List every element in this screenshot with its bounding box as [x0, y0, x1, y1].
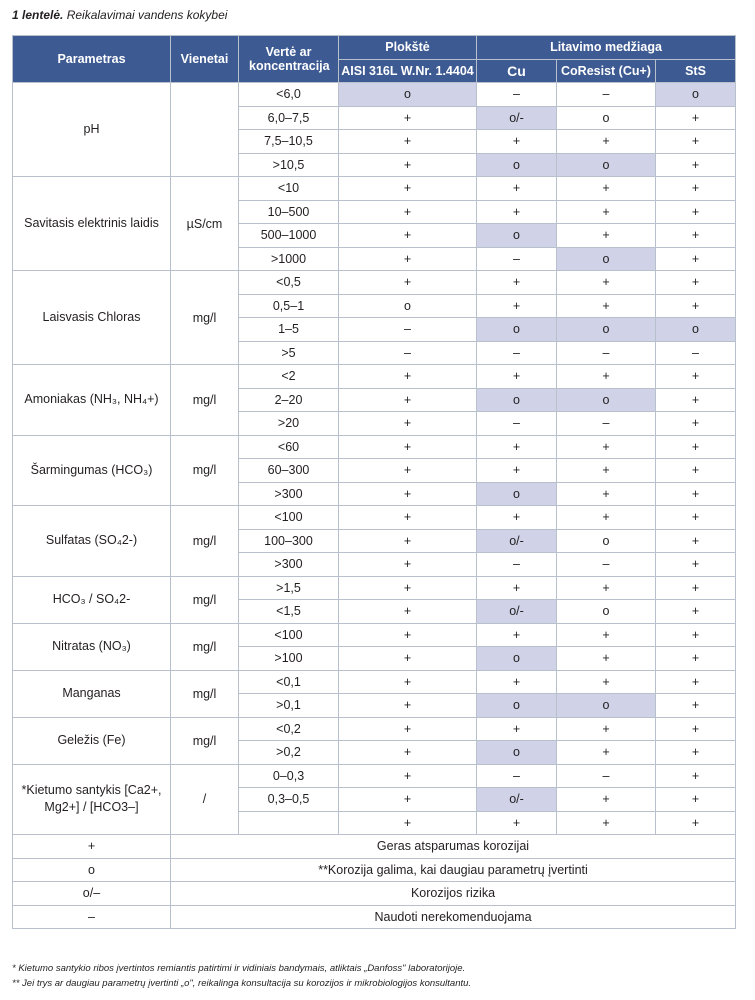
sts-rating: +	[656, 811, 736, 835]
value-range: <2	[239, 365, 339, 389]
aisi-rating: +	[339, 788, 477, 812]
aisi-rating: –	[339, 341, 477, 365]
coresist-rating: –	[557, 553, 656, 577]
aisi-rating: +	[339, 529, 477, 553]
header-plokste: Plokštė	[339, 36, 477, 60]
table-row	[13, 506, 736, 530]
cu-rating: o	[477, 224, 557, 248]
value-range: >1000	[239, 247, 339, 271]
cu-rating: o/-	[477, 600, 557, 624]
value-range: >0,2	[239, 741, 339, 765]
coresist-rating: +	[557, 576, 656, 600]
table-row	[13, 576, 736, 600]
cu-rating: +	[477, 623, 557, 647]
legend-text: Geras atsparumas korozijai	[171, 835, 736, 859]
aisi-rating: +	[339, 106, 477, 130]
sts-rating: +	[656, 764, 736, 788]
parameter-name: pH	[13, 83, 171, 177]
cu-rating: –	[477, 412, 557, 436]
value-range: >100	[239, 647, 339, 671]
parameter-name: Laisvasis Chloras	[13, 271, 171, 365]
table-row	[13, 670, 736, 694]
cu-rating: +	[477, 200, 557, 224]
sts-rating: +	[656, 717, 736, 741]
cu-rating: +	[477, 271, 557, 295]
cu-rating: o	[477, 647, 557, 671]
coresist-rating: o	[557, 600, 656, 624]
cu-rating: o	[477, 153, 557, 177]
sts-rating: +	[656, 506, 736, 530]
coresist-rating: +	[557, 459, 656, 483]
table-row	[13, 177, 736, 201]
cu-rating: +	[477, 670, 557, 694]
legend-symbol: –	[13, 905, 171, 929]
coresist-rating: +	[557, 177, 656, 201]
cu-rating: o	[477, 388, 557, 412]
aisi-rating: +	[339, 670, 477, 694]
value-range: <1,5	[239, 600, 339, 624]
coresist-rating: +	[557, 717, 656, 741]
coresist-rating: +	[557, 623, 656, 647]
table-row	[13, 365, 736, 389]
aisi-rating: +	[339, 224, 477, 248]
value-range: 10–500	[239, 200, 339, 224]
parameter-unit: mg/l	[171, 717, 239, 764]
cu-rating: o	[477, 741, 557, 765]
value-range: <0,1	[239, 670, 339, 694]
header-parametras: Parametras	[13, 36, 171, 83]
coresist-rating: +	[557, 200, 656, 224]
sts-rating: +	[656, 435, 736, 459]
coresist-rating: o	[557, 153, 656, 177]
sts-rating: +	[656, 271, 736, 295]
value-range: >300	[239, 482, 339, 506]
value-range	[239, 811, 339, 835]
cu-rating: +	[477, 365, 557, 389]
value-range: 7,5–10,5	[239, 130, 339, 154]
aisi-rating: o	[339, 83, 477, 107]
aisi-rating: o	[339, 294, 477, 318]
legend-symbol: o/–	[13, 882, 171, 906]
coresist-rating: –	[557, 83, 656, 107]
sts-rating: +	[656, 694, 736, 718]
cu-rating: +	[477, 717, 557, 741]
sts-rating: +	[656, 741, 736, 765]
legend-row	[13, 858, 736, 882]
aisi-rating: +	[339, 177, 477, 201]
legend-text: **Korozija galima, kai daugiau parametrų įvertinti	[171, 858, 736, 882]
sts-rating: +	[656, 224, 736, 248]
footnote-2: ** Jei trys ar daugiau parametrų įvertinti „o", reikalinga konsultacija su korozijos ir mikrobiologijos konsultantu.	[12, 978, 472, 989]
sts-rating: +	[656, 388, 736, 412]
cu-rating: –	[477, 341, 557, 365]
table-caption	[12, 8, 227, 22]
coresist-rating: +	[557, 482, 656, 506]
value-range: <10	[239, 177, 339, 201]
value-range: 500–1000	[239, 224, 339, 248]
cu-rating: +	[477, 435, 557, 459]
cu-rating: o	[477, 482, 557, 506]
coresist-rating: +	[557, 130, 656, 154]
aisi-rating: +	[339, 741, 477, 765]
cu-rating: o/-	[477, 529, 557, 553]
cu-rating: o	[477, 318, 557, 342]
sts-rating: +	[656, 153, 736, 177]
cu-rating: +	[477, 177, 557, 201]
sts-rating: o	[656, 318, 736, 342]
header-sts: StS	[656, 59, 736, 83]
coresist-rating: o	[557, 388, 656, 412]
legend-row	[13, 905, 736, 929]
parameter-name: HCO₃ / SO₄2-	[13, 576, 171, 623]
value-range: <0,5	[239, 271, 339, 295]
legend-row	[13, 835, 736, 859]
aisi-rating: +	[339, 717, 477, 741]
coresist-rating: o	[557, 694, 656, 718]
cu-rating: +	[477, 576, 557, 600]
aisi-rating: +	[339, 388, 477, 412]
parameter-unit	[171, 83, 239, 177]
sts-rating: +	[656, 365, 736, 389]
coresist-rating: +	[557, 670, 656, 694]
coresist-rating: o	[557, 106, 656, 130]
parameter-name: Sulfatas (SO₄2-)	[13, 506, 171, 577]
aisi-rating: +	[339, 271, 477, 295]
water-quality-table	[12, 35, 736, 929]
value-range: <100	[239, 506, 339, 530]
cu-rating: +	[477, 459, 557, 483]
aisi-rating: +	[339, 435, 477, 459]
sts-rating: +	[656, 482, 736, 506]
cu-rating: o/-	[477, 788, 557, 812]
aisi-rating: –	[339, 318, 477, 342]
value-range: >5	[239, 341, 339, 365]
coresist-rating: +	[557, 365, 656, 389]
sts-rating: +	[656, 130, 736, 154]
parameter-unit: mg/l	[171, 623, 239, 670]
parameter-name: Nitratas (NO₃)	[13, 623, 171, 670]
value-range: >1,5	[239, 576, 339, 600]
parameter-unit: mg/l	[171, 271, 239, 365]
sts-rating: +	[656, 412, 736, 436]
header-verte: Vertė ar koncentracija	[239, 36, 339, 83]
sts-rating: +	[656, 106, 736, 130]
aisi-rating: +	[339, 412, 477, 436]
sts-rating: +	[656, 670, 736, 694]
value-range: <100	[239, 623, 339, 647]
sts-rating: o	[656, 83, 736, 107]
value-range: >10,5	[239, 153, 339, 177]
value-range: >20	[239, 412, 339, 436]
aisi-rating: +	[339, 459, 477, 483]
coresist-rating: o	[557, 318, 656, 342]
coresist-rating: –	[557, 764, 656, 788]
aisi-rating: +	[339, 506, 477, 530]
sts-rating: +	[656, 600, 736, 624]
header-coresist: CoResist (Cu+)	[557, 59, 656, 83]
sts-rating: +	[656, 294, 736, 318]
value-range: 6,0–7,5	[239, 106, 339, 130]
value-range: 2–20	[239, 388, 339, 412]
coresist-rating: +	[557, 788, 656, 812]
aisi-rating: +	[339, 153, 477, 177]
table-row	[13, 764, 736, 788]
parameter-name: Geležis (Fe)	[13, 717, 171, 764]
value-range: 60–300	[239, 459, 339, 483]
legend-text: Naudoti nerekomenduojama	[171, 905, 736, 929]
aisi-rating: +	[339, 130, 477, 154]
parameter-unit: mg/l	[171, 435, 239, 506]
parameter-name: Savitasis elektrinis laidis	[13, 177, 171, 271]
sts-rating: +	[656, 647, 736, 671]
coresist-rating: +	[557, 506, 656, 530]
coresist-rating: +	[557, 741, 656, 765]
cu-rating: –	[477, 247, 557, 271]
value-range: 1–5	[239, 318, 339, 342]
value-range: 0,5–1	[239, 294, 339, 318]
coresist-rating: –	[557, 341, 656, 365]
cu-rating: –	[477, 83, 557, 107]
sts-rating: +	[656, 177, 736, 201]
parameter-name: Amoniakas (NH₃, NH₄+)	[13, 365, 171, 436]
coresist-rating: +	[557, 224, 656, 248]
coresist-rating: +	[557, 435, 656, 459]
caption-label: 1 lentelė.	[12, 8, 64, 22]
coresist-rating: +	[557, 647, 656, 671]
sts-rating: +	[656, 788, 736, 812]
header-vienetai: Vienetai	[171, 36, 239, 83]
parameter-name: Šarmingumas (HCO₃)	[13, 435, 171, 506]
parameter-name: Manganas	[13, 670, 171, 717]
aisi-rating: +	[339, 811, 477, 835]
value-range: <6,0	[239, 83, 339, 107]
aisi-rating: +	[339, 200, 477, 224]
value-range: <60	[239, 435, 339, 459]
aisi-rating: +	[339, 365, 477, 389]
aisi-rating: +	[339, 647, 477, 671]
header-litavimo: Litavimo medžiaga	[477, 36, 736, 60]
parameter-unit: mg/l	[171, 670, 239, 717]
sts-rating: +	[656, 200, 736, 224]
cu-rating: +	[477, 506, 557, 530]
parameter-unit: µS/cm	[171, 177, 239, 271]
coresist-rating: –	[557, 412, 656, 436]
legend-body	[13, 835, 736, 929]
sts-rating: +	[656, 529, 736, 553]
value-range: 100–300	[239, 529, 339, 553]
aisi-rating: +	[339, 764, 477, 788]
value-range: <0,2	[239, 717, 339, 741]
cu-rating: –	[477, 553, 557, 577]
coresist-rating: o	[557, 529, 656, 553]
sts-rating: +	[656, 553, 736, 577]
sts-rating: +	[656, 459, 736, 483]
cu-rating: o/-	[477, 106, 557, 130]
coresist-rating: +	[557, 294, 656, 318]
value-range: 0,3–0,5	[239, 788, 339, 812]
sts-rating: +	[656, 247, 736, 271]
aisi-rating: +	[339, 247, 477, 271]
parameter-unit: mg/l	[171, 365, 239, 436]
coresist-rating: o	[557, 247, 656, 271]
cu-rating: +	[477, 294, 557, 318]
value-range: >300	[239, 553, 339, 577]
table-row	[13, 717, 736, 741]
table-row	[13, 435, 736, 459]
aisi-rating: +	[339, 623, 477, 647]
parameter-name: *Kietumo santykis [Ca2+, Mg2+] / [HCO3–]	[13, 764, 171, 835]
aisi-rating: +	[339, 482, 477, 506]
cu-rating: +	[477, 811, 557, 835]
aisi-rating: +	[339, 694, 477, 718]
header-cu: Cu	[477, 59, 557, 83]
value-range: >0,1	[239, 694, 339, 718]
legend-symbol: +	[13, 835, 171, 859]
coresist-rating: +	[557, 271, 656, 295]
aisi-rating: +	[339, 553, 477, 577]
header-aisi: AISI 316L W.Nr. 1.4404	[339, 59, 477, 83]
table-row	[13, 83, 736, 107]
sts-rating: +	[656, 576, 736, 600]
legend-text: Korozijos rizika	[171, 882, 736, 906]
cu-rating: –	[477, 764, 557, 788]
table-body	[13, 83, 736, 835]
aisi-rating: +	[339, 600, 477, 624]
legend-symbol: o	[13, 858, 171, 882]
aisi-rating: +	[339, 576, 477, 600]
value-range: 0–0,3	[239, 764, 339, 788]
caption-text: Reikalavimai vandens kokybei	[63, 8, 228, 22]
table-row	[13, 271, 736, 295]
sts-rating: –	[656, 341, 736, 365]
parameter-unit: mg/l	[171, 576, 239, 623]
cu-rating: +	[477, 130, 557, 154]
sts-rating: +	[656, 623, 736, 647]
parameter-unit: /	[171, 764, 239, 835]
footnote-1: * Kietumo santykio ribos įvertintos remiantis patirtimi ir vidiniais bandymais, atliktais „Danfoss" laboratorijoje.	[12, 963, 466, 974]
table-row	[13, 623, 736, 647]
coresist-rating: +	[557, 811, 656, 835]
legend-row	[13, 882, 736, 906]
cu-rating: o	[477, 694, 557, 718]
parameter-unit: mg/l	[171, 506, 239, 577]
